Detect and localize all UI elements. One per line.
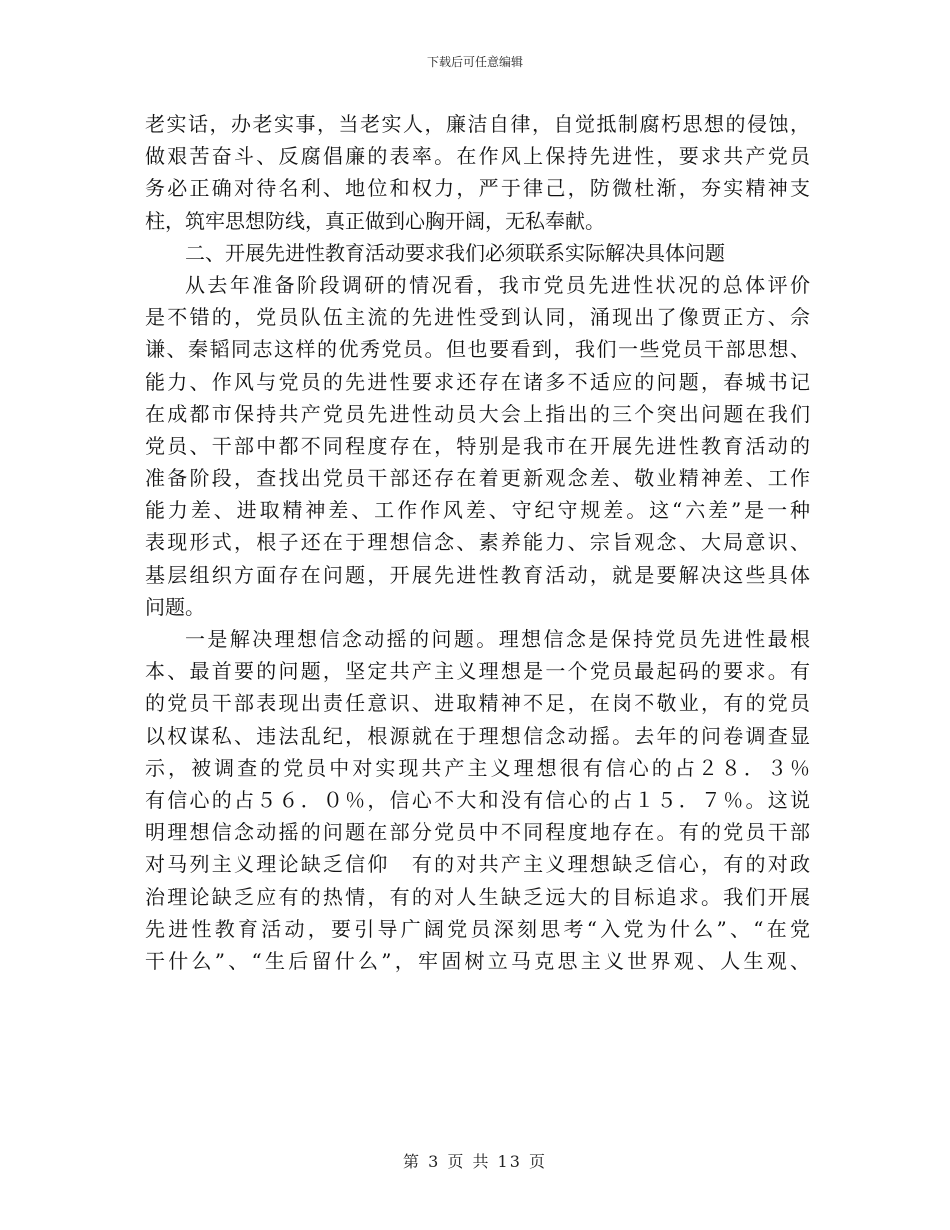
text-line: 基层组织方面存在问题，开展先进性教育活动，就是要解决这些具体 <box>145 562 810 587</box>
text-line: 能力差、进取精神差、工作作风差、守纪守规差。这“六差”是一种 <box>145 498 810 523</box>
text-line: 一是解决理想信念动摇的问题。理想信念是保持党员先进性最根 <box>185 627 810 651</box>
text-line: 表现形式，根子还在于理想信念、素养能力、宗旨观念、大局意识、 <box>145 530 810 555</box>
text-line: 在成都市保持共产党员先进性动员大会上指出的三个突出问题在我们 <box>145 401 810 426</box>
text-line: 党员、干部中都不同程度存在，特别是我市在开展先进性教育活动的 <box>145 433 810 458</box>
text-line: 老实话，办老实事，当老实人，廉洁自律，自觉抵制腐朽思想的侵蚀， <box>145 112 810 136</box>
text-line: 能力、作风与党员的先进性要求还存在诸多不适应的问题，春城书记 <box>145 369 810 394</box>
text-line: 务必正确对待名利、地位和权力，严于律己，防微杜渐，夯实精神支 <box>145 176 810 201</box>
text-line: 柱，筑牢思想防线，真正做到心胸开阔，无私奉献。 <box>145 208 605 233</box>
text-line: 治理论缺乏应有的热情，有的对人生缺乏远大的目标追求。我们开展 <box>145 884 810 909</box>
text-line: 对马列主义理论缺乏信仰 有的对共产主义理想缺乏信心，有的对政 <box>145 852 810 877</box>
text-line: 先进性教育活动，要引导广阔党员深刻思考“入党为什么”、“在党 <box>145 916 810 941</box>
text-line: 有信心的占５６．０％，信心不大和没有信心的占１５．７％。这说 <box>145 787 810 812</box>
text-line: 明理想信念动摇的问题在部分党员中不同程度地存在。有的党员干部 <box>145 820 810 845</box>
section-heading: 二、开展先进性教育活动要求我们必须联系实际解决具体问题 <box>185 240 725 265</box>
page-header: 下载后可任意编辑 <box>426 55 523 69</box>
text-line: 谦、秦韬同志这样的优秀党员。但也要看到，我们一些党员干部思想、 <box>145 337 810 362</box>
text-line: 的党员干部表现出责任意识、进取精神不足，在岗不敬业，有的党员 <box>145 691 810 716</box>
text-line: 本、最首要的问题，坚定共产主义理想是一个党员最起码的要求。有 <box>145 659 810 684</box>
text-line: 示，被调查的党员中对实现共产主义理想很有信心的占２８．３％ <box>145 755 810 780</box>
text-line: 从去年准备阶段调研的情况看，我市党员先进性状况的总体评价 <box>185 272 810 297</box>
text-line: 是不错的，党员队伍主流的先进性受到认同，涌现出了像贾正方、佘 <box>145 305 810 330</box>
text-line: 准备阶段，查找出党员干部还存在着更新观念差、敬业精神差、工作 <box>145 466 810 491</box>
document-body <box>145 108 810 977</box>
text-line: 干什么”、“生后留什么”，牢固树立马克思主义世界观、人生观、 <box>145 948 810 973</box>
text-line: 问题。 <box>145 594 205 619</box>
text-line: 以权谋私、违法乱纪，根源就在于理想信念动摇。去年的问卷调查显 <box>145 723 810 748</box>
page-number: 第 3 页 共 13 页 <box>403 1152 547 1171</box>
text-line: 做艰苦奋斗、反腐倡廉的表率。在作风上保持先进性，要求共产党员 <box>145 144 810 169</box>
